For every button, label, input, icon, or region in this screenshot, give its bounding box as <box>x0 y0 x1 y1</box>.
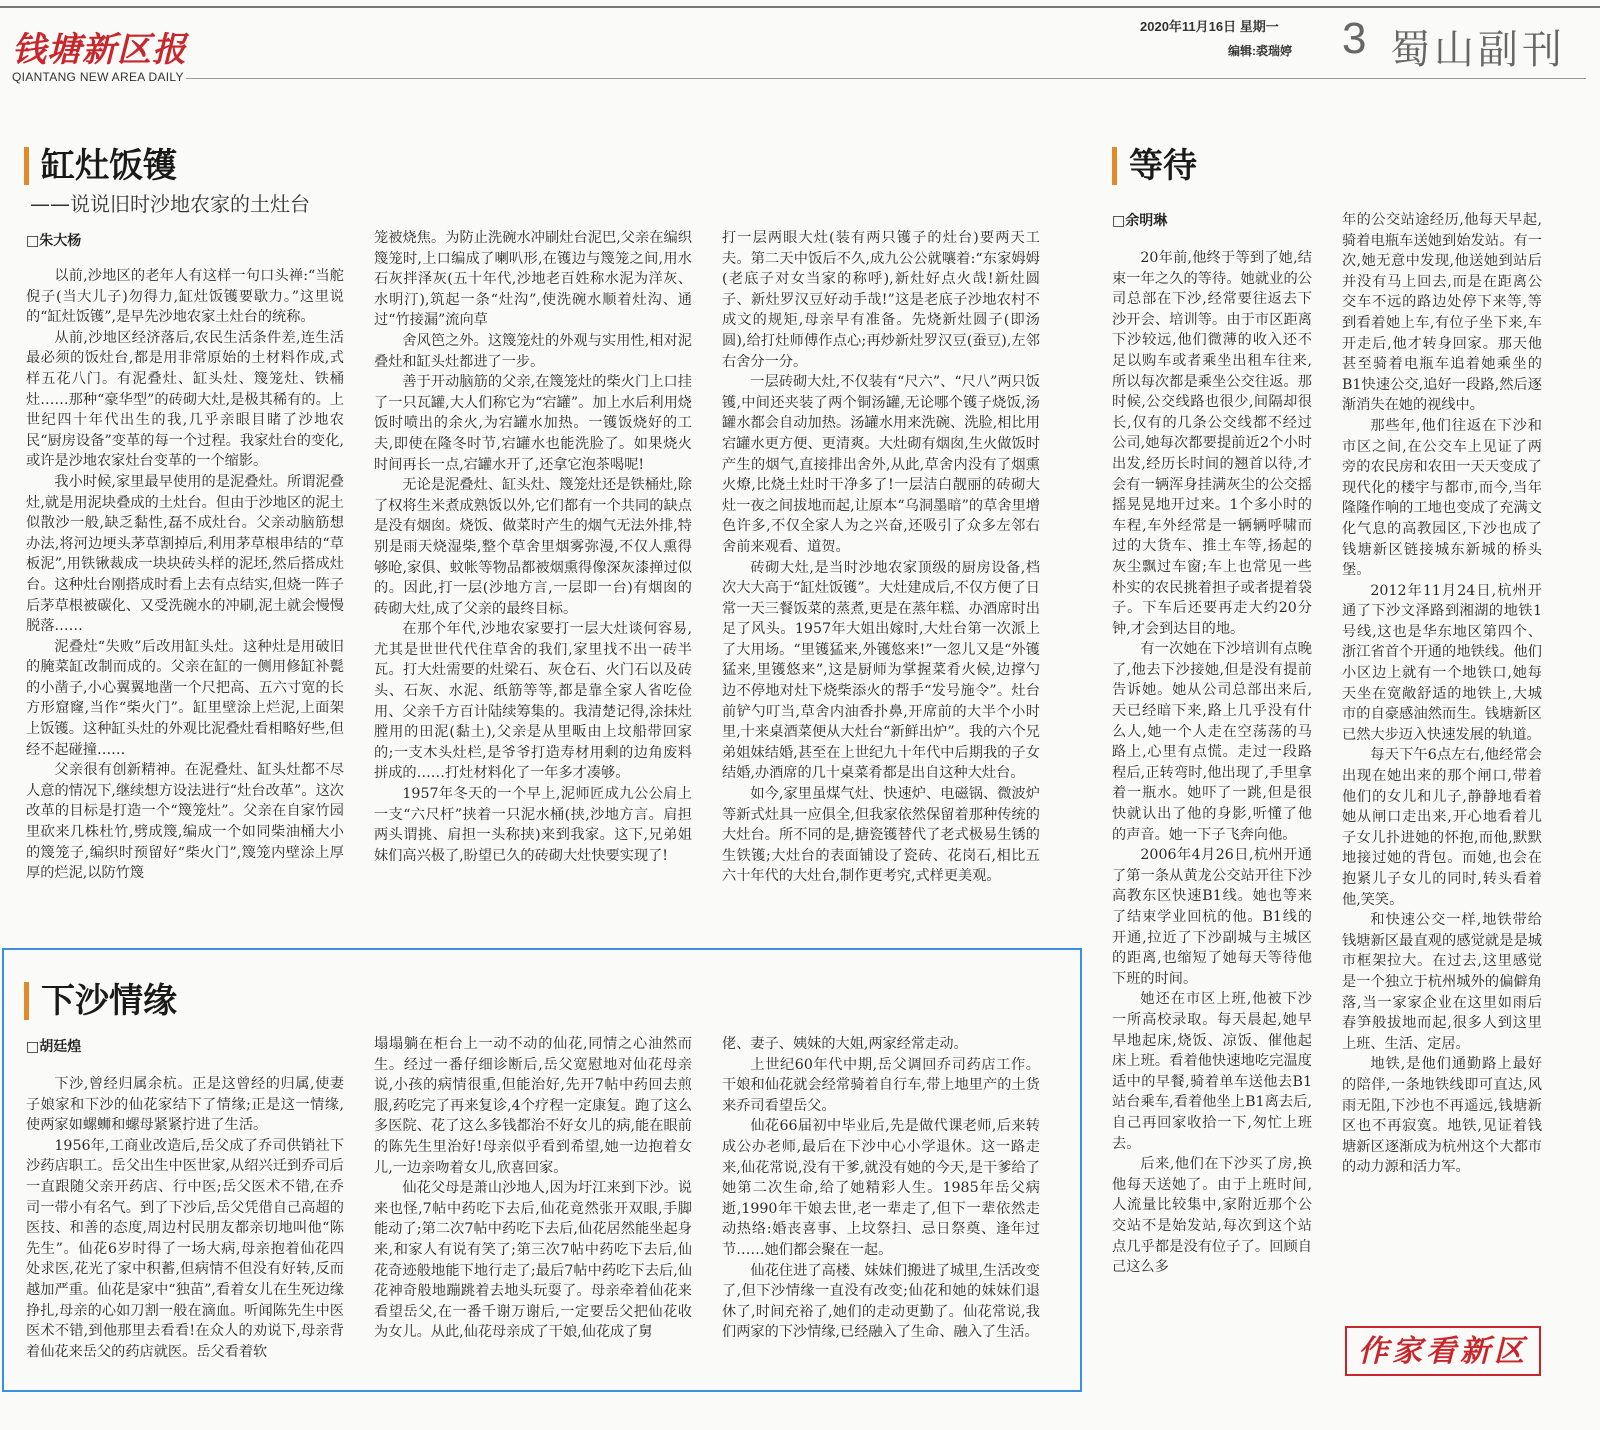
paragraph: 2006年4月26日,杭州开通了第一条从黄龙公交站开往下沙高教东区快速B1线。她也等来了结束学业回杭的他。B1线的开通,拉近了下沙副城与主城区的距离,也缩短了她每天等待他下班的时间。 <box>1112 847 1312 987</box>
paragraph: 父亲很有创新精神。在泥叠灶、缸头灶都不尽人意的情况下,继续想方设法进行“灶台改革”。这次改革的目标是打造一个“篾笼灶”。父亲在自家竹园里砍来几株杜竹,劈成篾,编成一个如同柴油桶大小的篾笼子,编织时预留好“柴火门”,篾笼内壁涂上厚厚的烂泥,以防竹篾 <box>26 762 344 882</box>
paragraph: 从前,沙地区经济落后,农民生活条件差,连生活最必须的饭灶台,都是用非常原始的土材料作成,式样五花八门。有泥叠灶、缸头灶、篾笼灶、铁桶灶……那种“豪华型”的砖砌大灶,是极其稀有的。上世纪四十年代出生的我,几乎亲眼目睹了沙地农民“厨房设备”变革的每一个过程。我家灶台的变化,或许是沙地农家灶台变革的一个缩影。 <box>26 329 344 470</box>
paragraph: 在那个年代,沙地农家要打一层大灶谈何容易,尤其是世世代代住草舍的我们,家里找不出一砖半瓦。打大灶需要的灶梁石、灰仓石、火门石以及砖头、石灰、水泥、纸筋等等,都是靠全家人省吃俭用、父亲千方百计陆续筹集的。我清楚记得,涂抹灶膛用的田泥(黏土),父亲是从里畈由上坟船带回家的;一支木头灶栏,是爷爷打造寿材用剩的边角废料拼成的……打灶材料化了一年多才凑够。 <box>374 621 692 782</box>
paragraph: 善于开动脑筋的父亲,在篾笼灶的柴火门上口挂了一只瓦罐,大人们称它为“宕罐”。加上水后利用烧饭时喷出的余火,为宕罐水加热。一镬饭烧好的工夫,即使在隆冬时节,宕罐水也能洗脸了。如果烧火时间再长一点,宕罐水开了,还拿它泡茶喝呢! <box>374 374 692 473</box>
paragraph: 如今,家里虽煤气灶、快速炉、电磁锅、微波炉等新式灶具一应俱全,但我家依然保留着那种传统的大灶台。所不同的是,搪瓷镬替代了老式极易生锈的生铁镬;大灶台的表面铺设了瓷砖、花岗石,相比五六十年代的大灶台,制作更考究,式样更美观。 <box>722 786 1040 885</box>
article-title-xiasha: 下沙情缘 <box>24 982 177 1020</box>
paragraph: 下沙,曾经归属余杭。正是这曾经的归属,使妻子娘家和下沙的仙花家结下了情缘;正是这一情缘,使两家如螺蛳和螺母紧紧拧进了生活。 <box>26 1076 344 1134</box>
paragraph: 20年前,他终于等到了她,结束一年之久的等待。她就业的公司总部在下沙,经常要往返去下沙开会、培训等。由于市区距离下沙较远,他们微薄的收入还不足以购车或者乘坐出租车往来,所以每次都是乘坐公交往返。那时候,公交线路也很少,间隔却很长,仅有的几条公交线都不经过公司,她每次都要提前近2个小时出发,经历长时间的翘首以待,才会有一辆浑身挂满灰尘的公交摇摇晃晃地开过来。1个多小时的车程,车外经常是一辆辆呼啸而过的大货车、推土车等,扬起的灰尘飘过车窗;车上也常见一些朴实的农民挑着担子或者提着袋子。下车后还要再走大约20分钟,才会到达目的地。 <box>1112 250 1312 637</box>
article-subtitle-gangzao: ——说说旧时沙地农家的土灶台 <box>30 192 310 216</box>
paragraph: 笼被烧焦。为防止洗碗水冲刷灶台泥巴,父亲在编织篾笼时,上口编成了喇叭形,在镬边与篾笼之间,用水石灰拌泽灰(五十年代,沙地老百姓称水泥为洋灰、水明汀),筑起一条“灶沟”,使洗碗水顺着灶沟、通过“竹接漏”流向草 <box>374 230 692 329</box>
article-title-dengdai: 等待 <box>1112 147 1197 185</box>
paragraph: 每天下午6点左右,他经常会出现在她出来的那个闸口,带着他们的女儿和儿子,静静地看着她从闸口走出来,开心地看着儿子女儿扑进她的怀抱,而他,默默地接过她的背包。而她,也会在抱紧儿子女儿的同时,转头看着他,笑笑。 <box>1342 747 1542 908</box>
paragraph: 上世纪60年代中期,岳父调回乔司药店工作。干娘和仙花就会经常骑着自行车,带上地里产的土货来乔司看望岳父。 <box>722 1056 1040 1114</box>
paragraph: 仙花父母是萧山沙地人,因为圩江来到下沙。说来也怪,7帖中药吃下去后,仙花竟然张开双眼,手脚能动了;第二次7帖中药吃下去后,仙花居然能坐起身来,和家人有说有笑了;第三次7帖中药吃下去后,仙花奇迹般地能下地行走了;最后7帖中药吃下去后,仙花神奇般地蹦跳着去地头玩耍了。母亲牵着仙花来看望岳父,在一番千谢万谢后,一定要岳父把仙花收为女儿。从此,仙花母亲成了干娘,仙花成了舅 <box>374 1180 692 1341</box>
paragraph: 舍风笆之外。这篾笼灶的外观与实用性,相对泥叠灶和缸头灶都进了一步。 <box>374 332 692 370</box>
article2-column-3 <box>722 1034 1040 1343</box>
paragraph: 仙花住进了高楼、妹妹们搬进了城里,生活改变了,但下沙情缘一直没有改变;仙花和她的妹妹们退休了,时间充裕了,她们的走动更勤了。仙花常说,我们两家的下沙情缘,已经融入了生命、融入了生活。 <box>722 1262 1040 1341</box>
paragraph: 那些年,他们往返在下沙和市区之间,在公交车上见证了两旁的农民房和农田一天天变成了现代化的楼宇与都市,而今,当年隆隆作响的工地也变成了充满文化气息的高教园区,下沙也成了钱塘新区链接城东新城的桥头堡。 <box>1342 417 1542 579</box>
newspaper-english-name: QIANTANG NEW AREA DAILY <box>12 70 184 84</box>
article1-column-2 <box>374 228 692 866</box>
paragraph: 2012年11月24日,杭州开通了下沙文泽路到湘湖的地铁1号线,这也是华东地区第四个、浙江省首个开通的地铁线。他们小区边上就有一个地铁口,她每天坐在宽敞舒适的地铁上,大城市的自豪感油然而生。钱塘新区已然大步迈入快速发展的轨道。 <box>1342 582 1542 743</box>
paragraph: 年的公交站途经历,他每天早起,骑着电瓶车送她到始发站。有一次,她无意中发现,他送她到站后并没有马上回去,而是在距离公交车不远的路边处停下来等,等到看着她上车,有位子坐下来,车开走后,他才转身回家。那天他甚至骑着电瓶车追着她乘坐的B1快速公交,追好一段路,然后逐渐消失在她的视线中。 <box>1342 212 1542 414</box>
paragraph: 仙花66届初中毕业后,先是做代课老师,后来转成公办老师,最后在下沙中心小学退休。这一路走来,仙花常说,没有干爹,就没有她的今天,是干爹给了她第二次生命,给了她精彩人生。1985年岳父病逝,1990年干娘去世,老一辈走了,但下一辈依然走动热络:婚丧喜事、上坟祭扫、忌日祭奠、逢年过节……她们都会聚在一起。 <box>722 1118 1040 1258</box>
newspaper-logo: 钱塘新区报 <box>12 30 187 70</box>
page-number: 3 <box>1342 14 1367 63</box>
paragraph: 我小时候,家里最早使用的是泥叠灶。所谓泥叠灶,就是用泥块叠成的土灶台。但由于沙地区的泥土似散沙一般,缺乏黏性,磊不成灶台。父亲动脑筋想办法,将河边埂头茅草割掉后,利用茅草根串结的“草板泥”,用铁锹裁成一块块砖头样的泥坯,然后搭成灶台。这种灶台刚搭成时看上去有点结实,但烧一阵子后茅草根被碳化、又受洗碗水的冲刷,泥土就会慢慢脱落…… <box>26 473 344 635</box>
byline-hu-tinghuang: □胡廷煌 <box>26 1039 82 1055</box>
paragraph: 1956年,工商业改造后,岳父成了乔司供销社下沙药店职工。岳父出生中医世家,从绍兴迁到乔司后一直跟随父亲开药店、行中医;岳父医术不错,在乔司一带小有名气。到了下沙后,岳父凭借自己高超的医技、和善的态度,周边村民朋友都亲切地叫他“陈先生”。仙花6岁时得了一场大病,母亲抱着仙花四处求医,花光了家中积蓄,但病情不但没有好转,反而越加严重。仙花是家中“独苗”,看着女儿在生死边缘挣扎,母亲的心如刀割一般在滴血。听闻陈先生中医医术不错,到他那里去看看!在众人的劝说下,母亲背着仙花来岳父的药店就医。岳父看着软 <box>26 1137 344 1360</box>
writer-sees-new-district-stamp: 作家看新区 <box>1345 1326 1541 1376</box>
article2-column-2 <box>374 1034 692 1343</box>
paragraph: 泥叠灶“失败”后改用缸头灶。这种灶是用破旧的腌菜缸改制而成的。父亲在缸的一侧用修缸补甏的小凿子,小心翼翼地凿一个尺把高、五六寸宽的长方形窟窿,当作“柴火门”。缸里壁涂上烂泥,上面架上饭镬。这种缸头灶的外观比泥叠灶看相略好些,但经不起碰撞…… <box>26 638 344 758</box>
issue-date: 2020年11月16日 星期一 <box>1140 19 1279 34</box>
paragraph: 一层砖砌大灶,不仅装有“尺六”、“尺八”两只饭镬,中间还夹装了两个铜汤罐,无论哪个镬子烧饭,汤罐水都会自动加热。汤罐水用来洗碗、洗脸,相比用宕罐水更方便、更清爽。大灶砌有烟囱,生火做饭时产生的烟气,直接排出舍外,从此,草舍内没有了烟熏火燎,比烧土灶时干净多了!一层洁白靓丽的砖砌大灶一夜之间拔地而起,让原本“乌洞墨暗”的草舍里增色许多,不仅全家人为之兴奋,还吸引了众多左邻右舍前来观看、道贺。 <box>722 374 1040 555</box>
paragraph: 后来,他们在下沙买了房,换他每天送她了。由于上班时间,人流量比较集中,家附近那个公交站不是始发站,每次到这个站点几乎都是没有位子了。回顾自己这么多 <box>1112 1156 1312 1276</box>
paragraph: 砖砌大灶,是当时沙地农家顶级的厨房设备,档次大大高于“缸灶饭镬”。大灶建成后,不仅方便了日常一天三餐饭菜的蒸煮,更是在蒸年糕、办酒席时出足了风头。1957年大姐出嫁时,大灶台第一次派上了大用场。“里镬猛来,外镬悠来!”一忽儿又是“外镬猛来,里镬悠来”,这是厨师为掌握菜肴火候,边撑勺边不停地对灶下烧柴添火的帮手“发号施令”。灶台前铲勺叮当,草舍内油香扑鼻,开席前的大半个小时里,十来桌酒菜便从大灶台“新鲜出炉”。我的六个兄弟姐妹结婚,甚至在上世纪九十年代中后期我的子女结婚,办酒席的几十桌菜肴都是出自这种大灶台。 <box>722 559 1040 782</box>
header-rule <box>186 78 1586 79</box>
article3-column-1 <box>1112 248 1312 1278</box>
paragraph: 佬、妻子、姨妹的大姐,两家经常走动。 <box>722 1036 968 1052</box>
article3-column-2 <box>1342 210 1542 1178</box>
byline-zhu-dayang: □朱大杨 <box>26 233 82 249</box>
section-name: 蜀山副刊 <box>1390 27 1566 73</box>
paragraph: 地铁,是他们通勤路上最好的陪伴,一条地铁线即可直达,风雨无阻,下沙也不再遥远,钱塘新区也不再寂寞。地铁,见证着钱塘新区逐渐成为杭州这个大都市的动力源和活力军。 <box>1342 1056 1542 1176</box>
paragraph: 她还在市区上班,他被下沙一所高校录取。每天晨起,她早早地起床,烧饭、凉饭、催他起床上班。看着他快速地吃完温度适中的早餐,骑着单车送他去B1站台乘车,看着他坐上B1离去后,自己再回家收拾一下,匆忙上班去。 <box>1112 991 1312 1152</box>
article-title-gangzao: 缸灶饭镬 <box>24 147 177 185</box>
editor-credit: 编辑:裘瑞婷 <box>1228 44 1292 58</box>
paragraph: 和快速公交一样,地铁带给钱塘新区最直观的感觉就是是城市框架拉大。在过去,这里感觉是一个独立于杭州城外的偏僻角落,当一家家企业在这里如雨后春笋般拔地而起,很多人到这里上班、生活、定居。 <box>1342 912 1542 1052</box>
paragraph: 有一次她在下沙培训有点晚了,他去下沙接她,但是没有提前告诉她。她从公司总部出来后,天已经暗下来,路上几乎没有什么人,她一个人走在空荡荡的马路上,心里有点慌。走过一段路程后,正转弯时,他出现了,手里拿着一瓶水。她吓了一跳,但是很快就认出了他的身影,听懂了他的声音。她一下子飞奔向他。 <box>1112 641 1312 843</box>
article1-column-3 <box>722 228 1040 887</box>
article2-column-1 <box>26 1074 344 1362</box>
paragraph: 打一层两眼大灶(装有两只镬子的灶台)要两天工夫。第二天中饭后不久,成九公公就嚷着:“东家姆姆(老底子对女当家的称呼),新灶好点火哉!新灶圆子、新灶罗汉豆好动手哉!”这是老底子沙地农村不成文的规矩,母亲早有准备。先烧新灶圆子(即汤圆),给打灶师傅作点心;再炒新灶罗汉豆(蚕豆),左邻右舍分一分。 <box>722 230 1040 370</box>
paragraph: 塌塌躺在柜台上一动不动的仙花,同情之心油然而生。经过一番仔细诊断后,岳父宽慰地对仙花母亲说,小孩的病情很重,但能治好,先开7帖中药回去煎服,药吃完了再来复诊,4个疗程一定康复。跑了这么多医院、花了这么多钱都治不好女儿的病,能在眼前的陈先生里治好!母亲似乎看到希望,她一边抱着女儿,一边亲吻着女儿,欣喜回家。 <box>374 1036 692 1176</box>
byline-yu-minglin: □余明琳 <box>1112 213 1168 229</box>
paragraph: 无论是泥叠灶、缸头灶、篾笼灶还是铁桶灶,除了权将生米煮成熟饭以外,它们都有一个共同的缺点是没有烟囱。烧饭、做菜时产生的烟气无法外排,特别是雨天烧湿柴,整个草舍里烟雾弥漫,不仅人熏得够呛,家俱、蚊帐等物品都被烟熏得像深灰漆掸过似的。因此,打一层(沙地方言,一层即一台)有烟囱的砖砌大灶,成了父亲的最终目标。 <box>374 477 692 617</box>
paragraph: 1957年冬天的一个早上,泥师匠成九公公肩上一支“六尺杆”挟着一只泥水桶(挟,沙地方言。肩担两头谓挑、肩担一头称挟)来到我家。这下,兄弟姐妹们高兴极了,盼望已久的砖砌大灶快要实现了! <box>374 786 692 864</box>
paragraph: 以前,沙地区的老年人有这样一句口头禅:“当舵倪子(当大儿子)勿得力,缸灶饭镬要歇力。”这里说的“缸灶饭镬”,是早先沙地农家土灶台的统称。 <box>26 268 344 326</box>
top-rule <box>0 6 1600 8</box>
article1-column-1 <box>26 266 344 884</box>
